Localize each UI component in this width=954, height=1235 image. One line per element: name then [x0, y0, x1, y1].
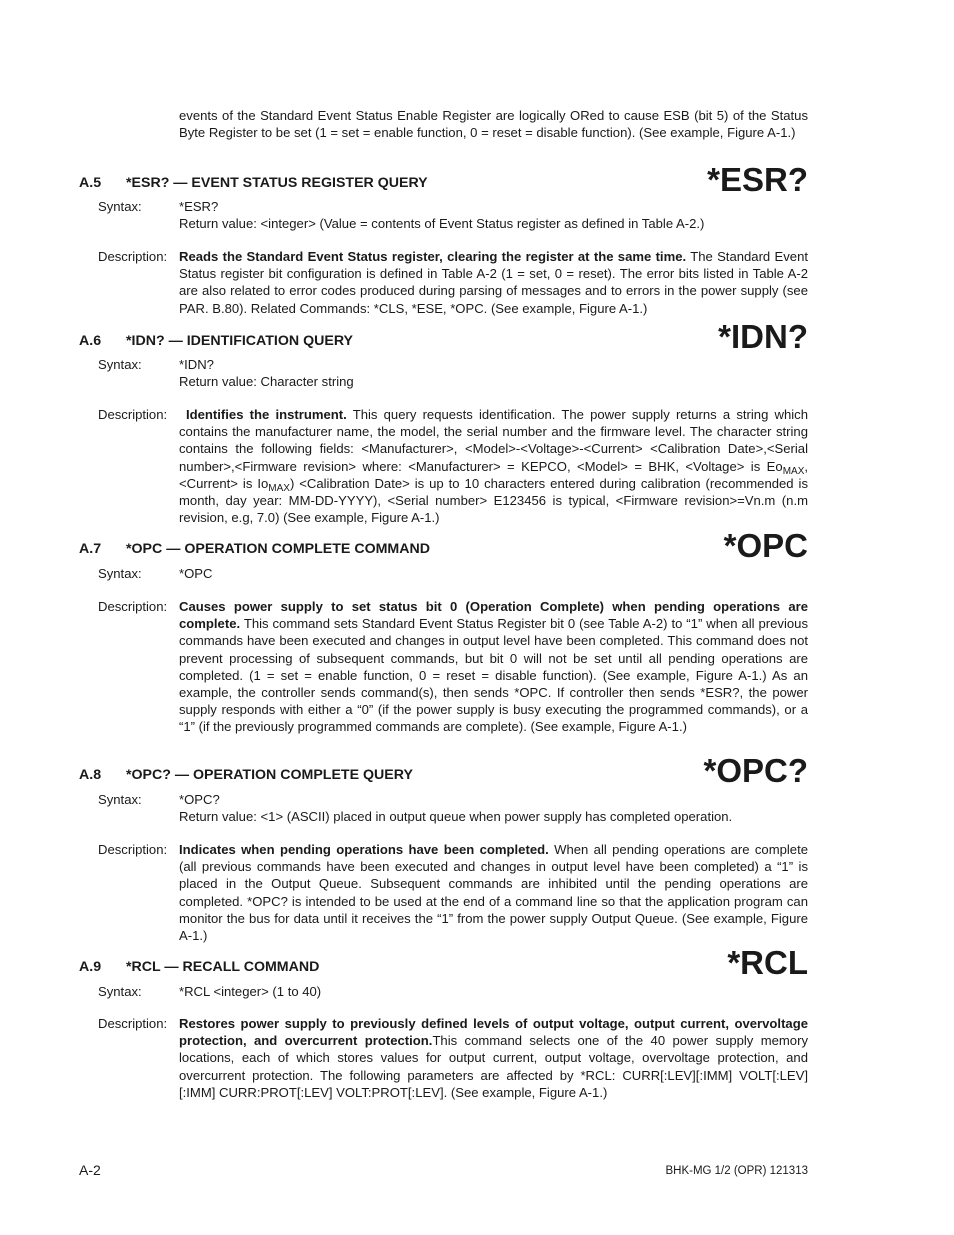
- description-lead: Reads the Standard Event Status register, clearing the register at the same time.: [179, 249, 687, 264]
- syntax-rcl: [179, 983, 808, 1000]
- section-title: *OPC — OPERATION COMPLETE COMMAND: [126, 541, 430, 557]
- description-body: , <Current> is Io: [179, 458, 808, 491]
- section-heading-rcl: [79, 959, 319, 975]
- description-rcl: [179, 1015, 808, 1101]
- section-heading-esr: [79, 175, 428, 191]
- description-esr: [179, 248, 808, 317]
- description-label: Description:: [98, 407, 168, 422]
- command-banner-idn: *IDN?: [718, 318, 808, 355]
- syntax-line: *IDN?: [179, 357, 214, 372]
- syntax-label: Syntax:: [98, 792, 142, 807]
- command-banner-rcl: *RCL: [727, 944, 808, 981]
- command-banner-opc: *OPC: [723, 527, 808, 564]
- description-body: The Standard Event Status register bit configuration is defined in Table A-2 (1 = set, 0 = reset). The error bits listed in Table A-2 are also related to error codes produced during parsing of messages and to errors in the power supply (see PAR. B.80). Related Commands: *CLS, *ESE, *OPC. (See example, Figure A-1.): [179, 249, 808, 316]
- return-value-line: Return value: Character string: [179, 374, 354, 390]
- section-number: A.6: [79, 333, 102, 349]
- description-lead: Restores power supply to previously defined levels of output voltage, output current, overvoltage protection, and overcurrent protection.: [179, 1016, 808, 1049]
- syntax-opc-query: [179, 791, 808, 825]
- section-title: *ESR? — EVENT STATUS REGISTER QUERY: [126, 175, 428, 191]
- description-idn: [179, 406, 808, 526]
- return-value-line: Return value: <integer> (Value = contents of Event Status register as defined in Table A-2.): [179, 216, 705, 232]
- section-title: *OPC? — OPERATION COMPLETE QUERY: [126, 767, 413, 783]
- description-lead: Causes power supply to set status bit 0 (Operation Complete) when pending operations are complete.: [179, 599, 808, 632]
- section-number: A.7: [79, 541, 102, 557]
- section-title: *IDN? — IDENTIFICATION QUERY: [126, 333, 353, 349]
- page-number: A-2: [79, 1162, 101, 1178]
- syntax-line: *ESR?: [179, 199, 219, 214]
- syntax-idn: [179, 356, 808, 390]
- description-opc: [179, 598, 808, 736]
- syntax-opc: [179, 565, 808, 582]
- description-body: This query requests identification. The power supply returns a string which contains the manufacturer name, the model, the serial number and the firmware level. The character string contains the following fields: <Manufacturer>, <Model>-<Voltage>-<Current> <Calibration Date>,<Serial number>,<Firmware revision> where: <Manufacturer> = KEPCO, <Model> = BHK, <Voltage> is Eo: [179, 407, 809, 474]
- description-label: Description:: [98, 599, 168, 614]
- description-body: This command sets Standard Event Status Register bit 0 (see Table A-2) to “1” when all previous commands have been executed and changes in output level have been completed. This command does not prevent processing of subsequent commands, but bit 0 will not be set until all pending operations are completed. (1 = set = enable function, 0 = reset = disable function). (See example, Figure A-1.) As an example, the controller sends command(s), then sends *OPC. If controller then sends *ESR?, the power supply responds with either a “0” (if the power supply is busy executing the programmed commands), or a “1” (if the previously programmed commands are complete). (See example, Figure A-1.): [179, 616, 808, 735]
- intro-paragraph: events of the Standard Event Status Enable Register are logically ORed to cause ESB (bit 5) of the Status Byte Register to be set (1 = set = enable function, 0 = reset = disable function). (See example, Figure A-1.): [179, 108, 808, 141]
- description-label: Description:: [98, 1016, 168, 1031]
- section-heading-opc: [79, 541, 430, 557]
- syntax-label: Syntax:: [98, 566, 142, 581]
- syntax-esr: [179, 198, 808, 232]
- section-number: A.8: [79, 767, 102, 783]
- description-body: ) <Calibration Date> is up to 10 characters entered during calibration (recommended is month, day year: MM-DD-YYYY), <Serial number> E123456 is typical, <Firmware revision>=Vn.m (n.m revision, e.g, 7.0) (See example, Figure A-1.): [179, 475, 808, 526]
- description-label: Description:: [98, 842, 168, 857]
- return-value-line: Return value: <1> (ASCII) placed in output queue when power supply has completed operation.: [179, 809, 733, 825]
- section-heading-idn: [79, 333, 353, 349]
- description-lead: Identifies the instrument.: [186, 407, 347, 422]
- description-label: Description:: [98, 249, 168, 264]
- command-banner-opc-query: *OPC?: [703, 752, 808, 789]
- syntax-line: *RCL <integer> (1 to 40): [179, 984, 322, 999]
- command-banner-esr: *ESR?: [707, 161, 808, 198]
- section-number: A.9: [79, 959, 102, 975]
- syntax-line: *OPC?: [179, 792, 220, 807]
- description-body: This command selects one of the 40 power supply memory locations, each of which stores values for output current, output voltage, overvoltage protection, and overcurrent protection. The following parameters are affected by *RCL: CURR[:LEV][:IMM] VOLT[:LEV][:IMM] CURR:PROT[:LEV] VOLT:PROT[:LEV]. (See example, Figure A-1.): [179, 1033, 808, 1100]
- syntax-line: *OPC: [179, 566, 213, 581]
- subscript: MAX: [268, 482, 290, 494]
- description-opc-query: [179, 841, 808, 944]
- document-id: BHK-MG 1/2 (OPR) 121313: [665, 1165, 808, 1177]
- syntax-label: Syntax:: [98, 357, 142, 372]
- description-lead: Indicates when pending operations have been completed.: [179, 842, 549, 857]
- section-title: *RCL — RECALL COMMAND: [126, 959, 320, 975]
- subscript: MAX: [782, 465, 805, 477]
- syntax-label: Syntax:: [98, 199, 142, 214]
- section-heading-opc-query: [79, 767, 413, 783]
- section-number: A.5: [79, 175, 102, 191]
- description-body: When all pending operations are complete (all previous commands have been executed and changes in output level have been completed) a “1” is placed in the Output Queue. Subsequent commands are inhibited until the pending operations are completed. *OPC? is intended to be used at the end of a command line so that the application program can monitor the bus for data until it receives the “1” from the power supply Output Queue. (See example, Figure A-1.): [179, 842, 809, 944]
- syntax-label: Syntax:: [98, 984, 142, 999]
